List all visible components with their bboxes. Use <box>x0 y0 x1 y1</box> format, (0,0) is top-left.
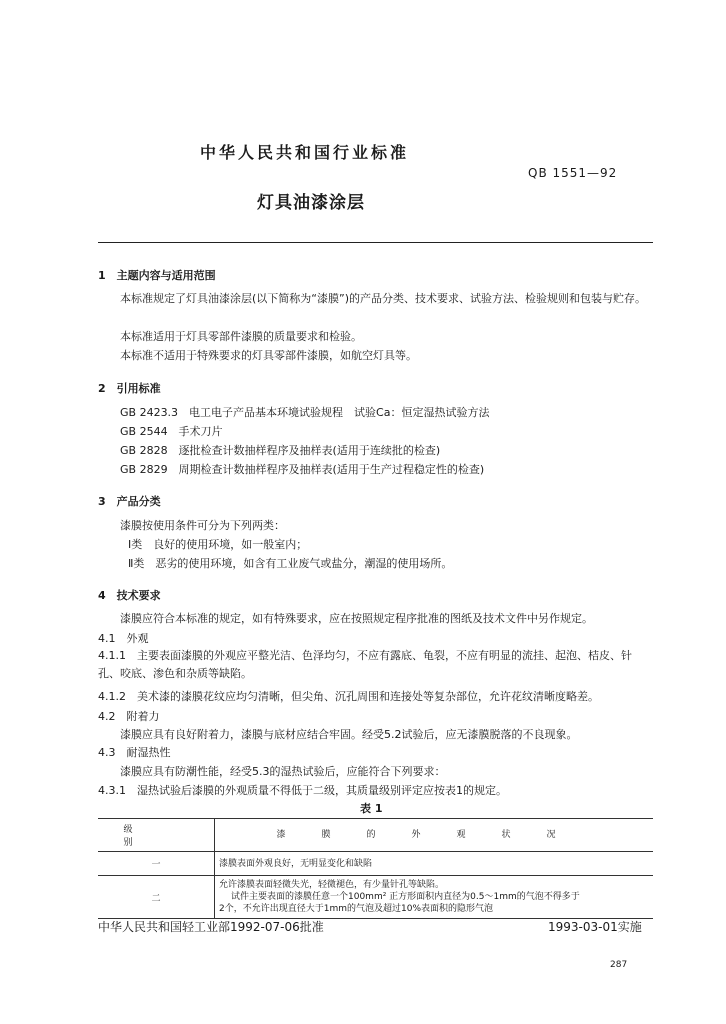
section-3-intro: 漆膜按使用条件可分为下列两类： <box>120 519 285 532</box>
clause-4-3-heading: 4.3 耐湿热性 <box>98 746 171 759</box>
section-4-heading: 4 技术要求 <box>98 589 161 602</box>
description-line: 2个，不允许出现直径大于1mm的气泡及超过10%表面积的隐形气泡 <box>219 904 493 914</box>
clause-4-2-heading: 4.2 附着力 <box>98 710 160 723</box>
header-description-cell: 漆膜的外观状况 <box>215 819 654 852</box>
header-divider <box>98 242 653 243</box>
clause-4-2-text: 漆膜应具有良好附着力，漆膜与底材应结合牢固。经受5.2试验后，应无漆膜脱落的不良现象。 <box>120 728 578 741</box>
class-2-item: Ⅱ类 恶劣的使用环境，如含有工业废气或盐分，潮湿的使用场所。 <box>128 557 453 570</box>
reference-item: GB 2828 逐批检查计数抽样程序及抽样表(适用于连续批的检查) <box>120 444 441 457</box>
description-cell <box>215 852 654 876</box>
section-4-intro: 漆膜应符合本标准的规定，如有特殊要求，应在按照规定程序批准的图纸及技术文件中另作规定。 <box>120 612 593 625</box>
clause-4-3-text: 漆膜应具有防潮性能，经受5.3的湿热试验后，应能符合下列要求： <box>120 765 446 778</box>
standard-category-title: 中华人民共和国行业标准 <box>200 143 410 162</box>
table-1-caption: 表 1 <box>360 802 383 815</box>
page-number: 287 <box>610 960 628 970</box>
table-row <box>98 852 653 876</box>
table-1 <box>98 818 653 919</box>
section-2-heading: 2 引用标准 <box>98 382 161 395</box>
clause-4-3-1: 4.3.1 湿热试验后漆膜的外观质量不得低于二级，其质量级别评定应按表1的规定。 <box>98 784 507 797</box>
clause-4-1-1: 4.1.1 主要表面漆膜的外观应平整光洁、色泽均匀，不应有露底、龟裂，不应有明显的流挂、起泡、桔皮、针孔、咬底、渗色和杂质等缺陷。 <box>98 649 632 680</box>
clause-4-1-2: 4.1.2 美术漆的漆膜花纹应均匀清晰，但尖角、沉孔周围和连接处等复杂部位，允许花纹清晰度略差。 <box>98 690 599 703</box>
grade-cell: 一 <box>98 852 215 876</box>
description-cell <box>215 876 654 919</box>
description-line: 漆膜表面外观良好，无明显变化和缺陷 <box>219 858 373 869</box>
effective-date: 1993-03-01实施 <box>548 920 642 934</box>
description-line: 试件主要表面的漆膜任意一个100mm² 正方形面积内直径为0.5～1mm的气泡不得多于 <box>231 892 580 902</box>
table-row <box>98 876 653 919</box>
header-grade-label: 级别 <box>123 825 189 848</box>
section-1-paragraph-3: 本标准不适用于特殊要求的灯具零部件漆膜，如航空灯具等。 <box>120 349 417 362</box>
section-1-paragraph-2: 本标准适用于灯具零部件漆膜的质量要求和检验。 <box>120 330 362 343</box>
reference-item: GB 2544 手术刀片 <box>120 425 223 438</box>
grade-cell: 二 <box>98 876 215 919</box>
section-1-heading: 1 主题内容与适用范围 <box>98 269 216 282</box>
approval-note: 中华人民共和国轻工业部1992-07-06批准 <box>98 920 324 934</box>
reference-item: GB 2829 周期检查计数抽样程序及抽样表(适用于生产过程稳定性的检查) <box>120 463 485 476</box>
standard-number: QB 1551—92 <box>528 166 618 180</box>
header-grade-cell <box>98 819 215 852</box>
document-title: 灯具油漆涂层 <box>257 193 365 213</box>
reference-item: GB 2423.3 电工电子产品基本环境试验规程 试验Ca：恒定湿热试验方法 <box>120 406 490 419</box>
description-line: 允许漆膜表面轻微失光，轻微褪色，有少量针孔等缺陷。 <box>219 880 445 890</box>
section-3-heading: 3 产品分类 <box>98 495 161 508</box>
clause-4-1-heading: 4.1 外观 <box>98 632 149 645</box>
table-header-row <box>98 819 653 852</box>
class-1-item: Ⅰ类 良好的使用环境，如一般室内； <box>128 538 308 551</box>
section-1-paragraph-1: 本标准规定了灯具油漆涂层(以下简称为“漆膜”)的产品分类、技术要求、试验方法、检验规则和包装与贮存。 <box>120 292 646 305</box>
